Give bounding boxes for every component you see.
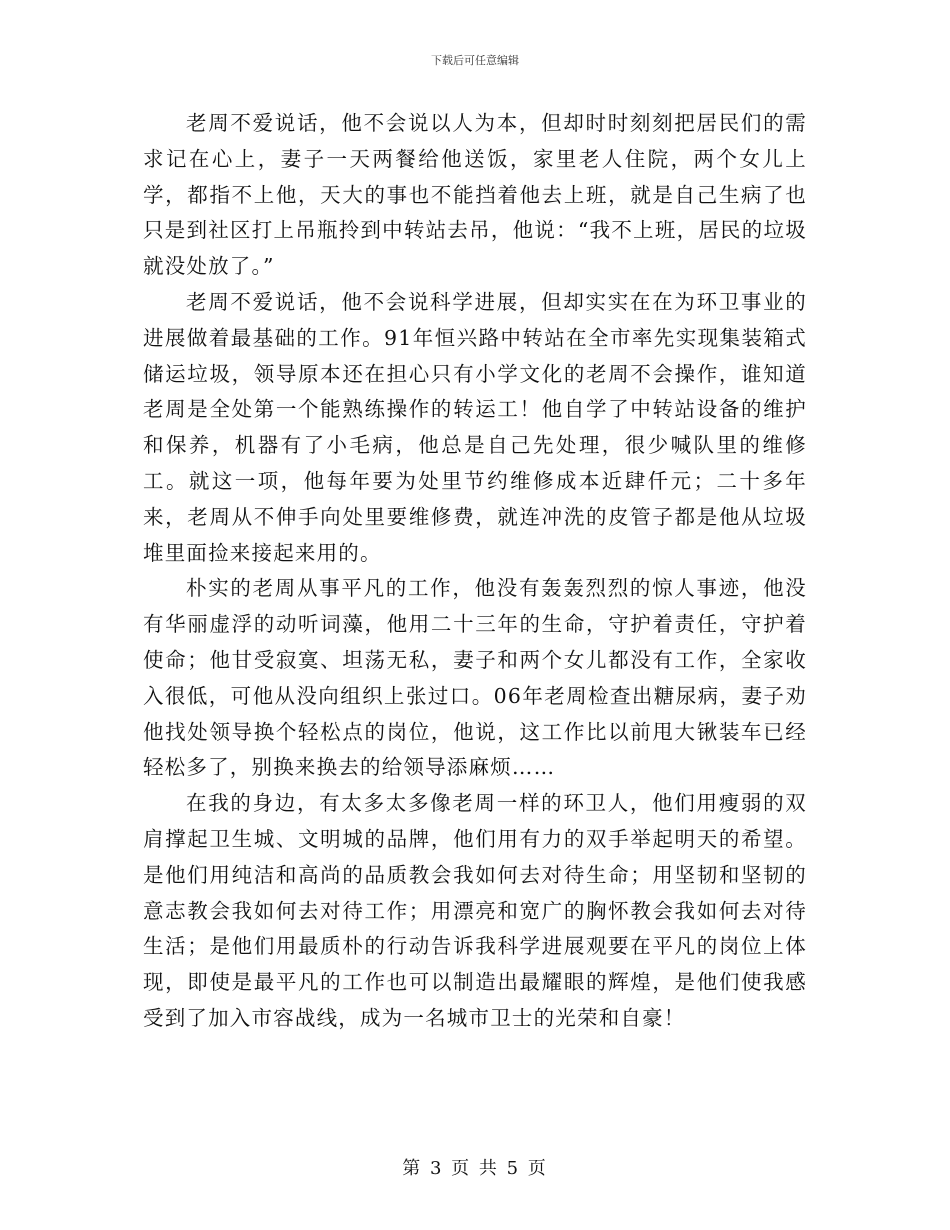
page-header: 下载后可任意编辑: [431, 54, 519, 67]
paragraph-1: 老周不爱说话，他不会说以人为本，但却时时刻刻把居民们的需求记在心上，妻子一天两餐给他送饭，家里老人住院，两个女儿上学，都指不上他，天大的事也不能挡着他去上班，就是自己生病了也只是到社区打上吊瓶拎到中转站去吊，他说：“我不上班，居民的垃圾就没处放了。”: [143, 111, 807, 279]
paragraph-2: 老周不爱说话，他不会说科学进展，但却实实在在为环卫事业的进展做着最基础的工作。91年恒兴路中转站在全市率先实现集装箱式储运垃圾，领导原本还在担心只有小学文化的老周不会操作，谁知道老周是全处第一个能熟练操作的转运工！他自学了中转站设备的维护和保养，机器有了小毛病，他总是自己先处理，很少喊队里的维修工。就这一项，他每年要为处里节约维修成本近肆仟元；二十多年来，老周从不伸手向处里要维修费，就连冲洗的皮管子都是他从垃圾堆里面捡来接起来用的。: [143, 289, 807, 565]
paragraph-4: 在我的身边，有太多太多像老周一样的环卫人，他们用瘦弱的双肩撑起卫生城、文明城的品牌，他们用有力的双手举起明天的希望。是他们用纯洁和高尚的品质教会我如何去对待生命；用坚韧和坚韧的意志教会我如何去对待工作；用漂亮和宽广的胸怀教会我如何去对待生活；是他们用最质朴的行动告诉我科学进展观要在平凡的岗位上体现，即使是最平凡的工作也可以制造出最耀眼的辉煌，是他们使我感受到了加入市容战线，成为一名城市卫士的光荣和自豪！: [143, 791, 807, 1030]
page-number-footer: 第 3 页 共 5 页: [402, 1158, 548, 1179]
paragraph-3: 朴实的老周从事平凡的工作，他没有轰轰烈烈的惊人事迹，他没有华丽虚浮的动听词藻，他用二十三年的生命，守护着责任，守护着使命；他甘受寂寞、坦荡无私，妻子和两个女儿都没有工作，全家收入很低，可他从没向组织上张过口。06年老周检查出糖尿病，妻子劝他找处领导换个轻松点的岗位，他说，这工作比以前甩大锹装车已经轻松多了，别换来换去的给领导添麻烦……: [143, 576, 807, 780]
document-body: [143, 106, 807, 1037]
